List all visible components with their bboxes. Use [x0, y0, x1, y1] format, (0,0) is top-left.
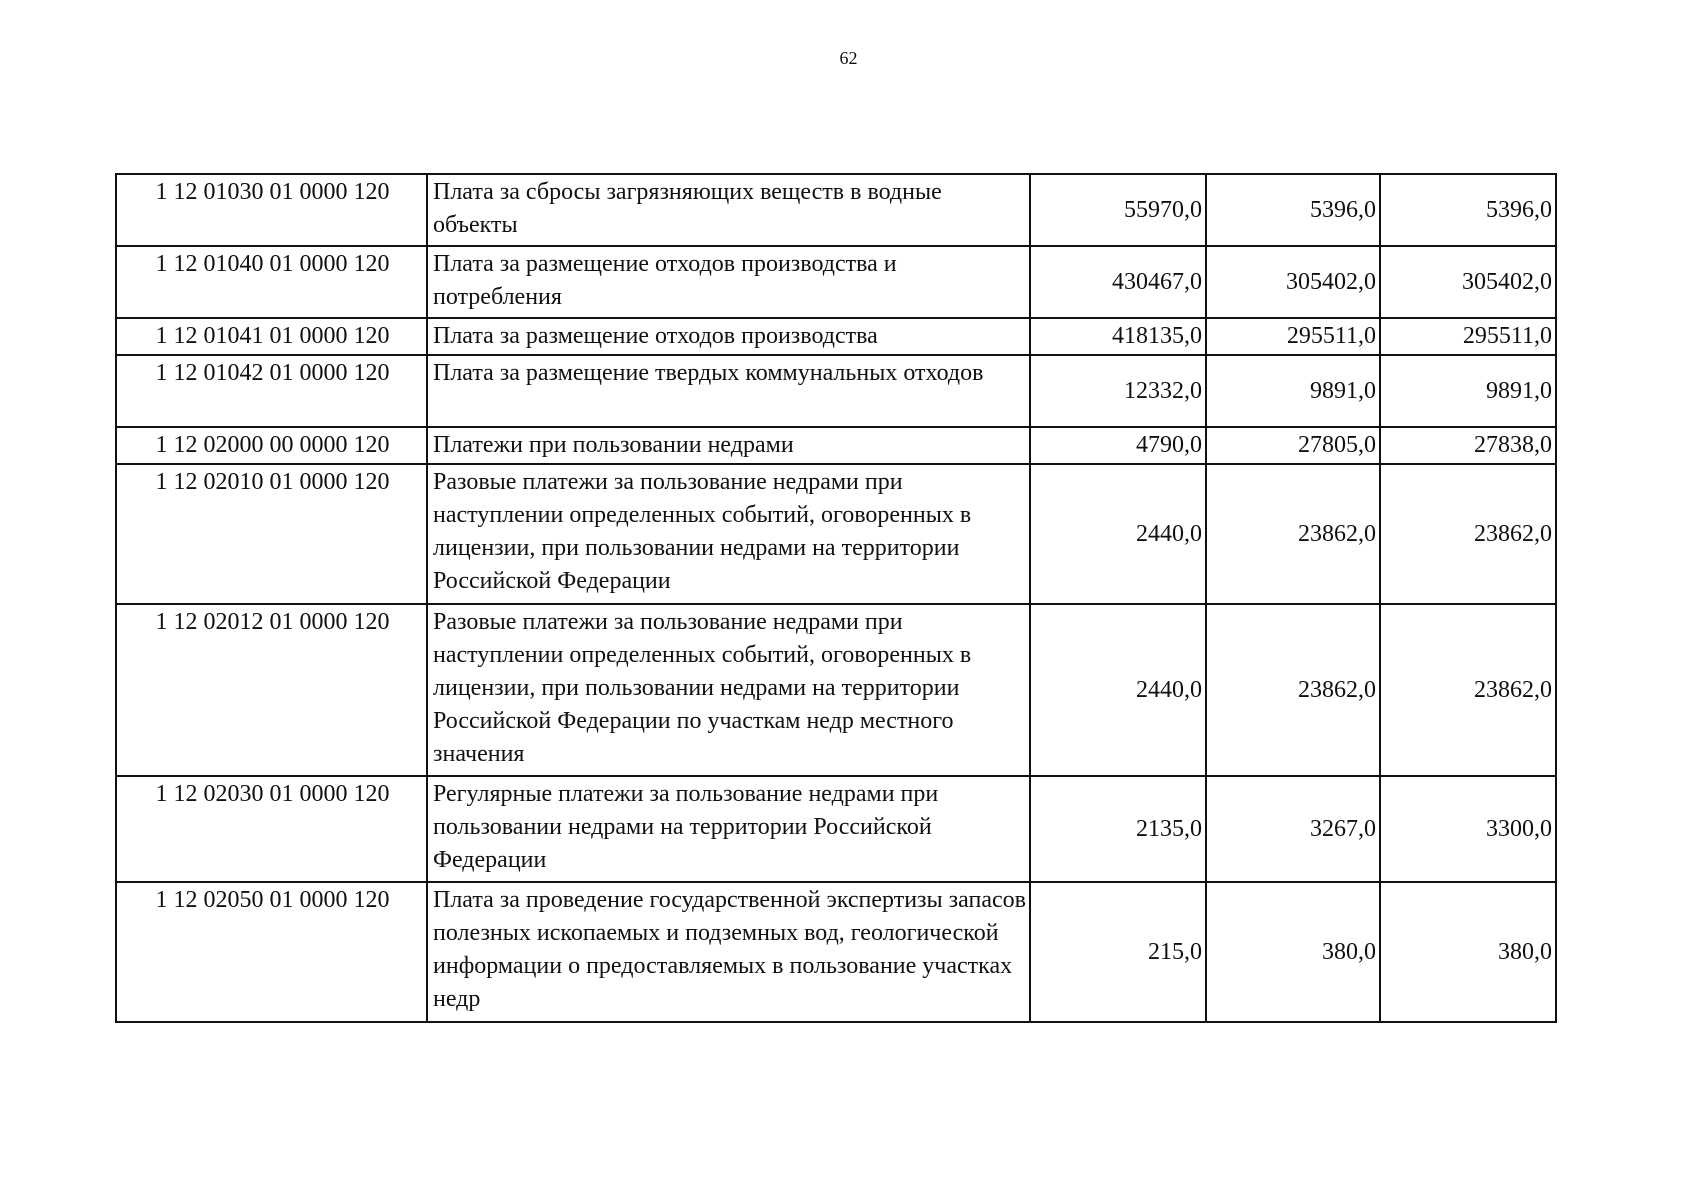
amount-cell-2: 5396,0 [1206, 174, 1380, 246]
amount-cell-1: 2440,0 [1030, 604, 1206, 776]
amount-cell-2: 305402,0 [1206, 246, 1380, 318]
amount-cell-1: 2440,0 [1030, 464, 1206, 604]
page-number: 62 [839, 48, 858, 68]
budget-code-cell: 1 12 02000 00 0000 120 [116, 427, 427, 464]
amount-cell-3: 380,0 [1380, 882, 1556, 1022]
revenue-name-cell: Разовые платежи за пользование недрами при наступлении определенных событий, оговоренных в лицензии, при пользовании недрами на территории Российской Федерации [427, 464, 1030, 604]
budget-code-cell: 1 12 01040 01 0000 120 [116, 246, 427, 318]
amount-cell-1: 55970,0 [1030, 174, 1206, 246]
revenue-name-cell: Плата за размещение твердых коммунальных отходов [427, 355, 1030, 427]
budget-code-cell: 1 12 02010 01 0000 120 [116, 464, 427, 604]
revenue-name-cell: Плата за размещение отходов производства и потребления [427, 246, 1030, 318]
table-row [116, 882, 1556, 1022]
amount-cell-3: 9891,0 [1380, 355, 1556, 427]
revenue-name-cell: Плата за сбросы загрязняющих веществ в водные объекты [427, 174, 1030, 246]
revenue-name-cell: Платежи при пользовании недрами [427, 427, 1030, 464]
amount-cell-3: 23862,0 [1380, 604, 1556, 776]
revenue-name-cell: Разовые платежи за пользование недрами при наступлении определенных событий, оговоренных в лицензии, при пользовании недрами на территории Российской Федерации по участкам недр местного значения [427, 604, 1030, 776]
budget-code-cell: 1 12 01042 01 0000 120 [116, 355, 427, 427]
revenue-name-cell: Плата за размещение отходов производства [427, 318, 1030, 355]
amount-cell-3: 5396,0 [1380, 174, 1556, 246]
amount-cell-1: 12332,0 [1030, 355, 1206, 427]
budget-revenue-table [115, 173, 1557, 1023]
amount-cell-2: 27805,0 [1206, 427, 1380, 464]
budget-code-cell: 1 12 02030 01 0000 120 [116, 776, 427, 882]
amount-cell-1: 430467,0 [1030, 246, 1206, 318]
amount-cell-1: 2135,0 [1030, 776, 1206, 882]
amount-cell-3: 295511,0 [1380, 318, 1556, 355]
table-row [116, 464, 1556, 604]
budget-code-cell: 1 12 01030 01 0000 120 [116, 174, 427, 246]
table-row [116, 246, 1556, 318]
table-row [116, 604, 1556, 776]
amount-cell-1: 4790,0 [1030, 427, 1206, 464]
amount-cell-2: 23862,0 [1206, 464, 1380, 604]
amount-cell-2: 3267,0 [1206, 776, 1380, 882]
budget-code-cell: 1 12 02050 01 0000 120 [116, 882, 427, 1022]
budget-code-cell: 1 12 01041 01 0000 120 [116, 318, 427, 355]
table-row [116, 318, 1556, 355]
amount-cell-2: 23862,0 [1206, 604, 1380, 776]
table-row [116, 427, 1556, 464]
table-row [116, 776, 1556, 882]
budget-code-cell: 1 12 02012 01 0000 120 [116, 604, 427, 776]
table-body [116, 174, 1556, 1022]
amount-cell-2: 295511,0 [1206, 318, 1380, 355]
revenue-name-cell: Регулярные платежи за пользование недрами при пользовании недрами на территории Российской Федерации [427, 776, 1030, 882]
table-row [116, 174, 1556, 246]
table-row [116, 355, 1556, 427]
revenue-name-cell: Плата за проведение государственной экспертизы запасов полезных ископаемых и подземных вод, геологической информации о предоставляемых в пользование участках недр [427, 882, 1030, 1022]
amount-cell-1: 215,0 [1030, 882, 1206, 1022]
amount-cell-2: 9891,0 [1206, 355, 1380, 427]
amount-cell-3: 23862,0 [1380, 464, 1556, 604]
amount-cell-1: 418135,0 [1030, 318, 1206, 355]
amount-cell-3: 3300,0 [1380, 776, 1556, 882]
amount-cell-3: 27838,0 [1380, 427, 1556, 464]
amount-cell-2: 380,0 [1206, 882, 1380, 1022]
amount-cell-3: 305402,0 [1380, 246, 1556, 318]
